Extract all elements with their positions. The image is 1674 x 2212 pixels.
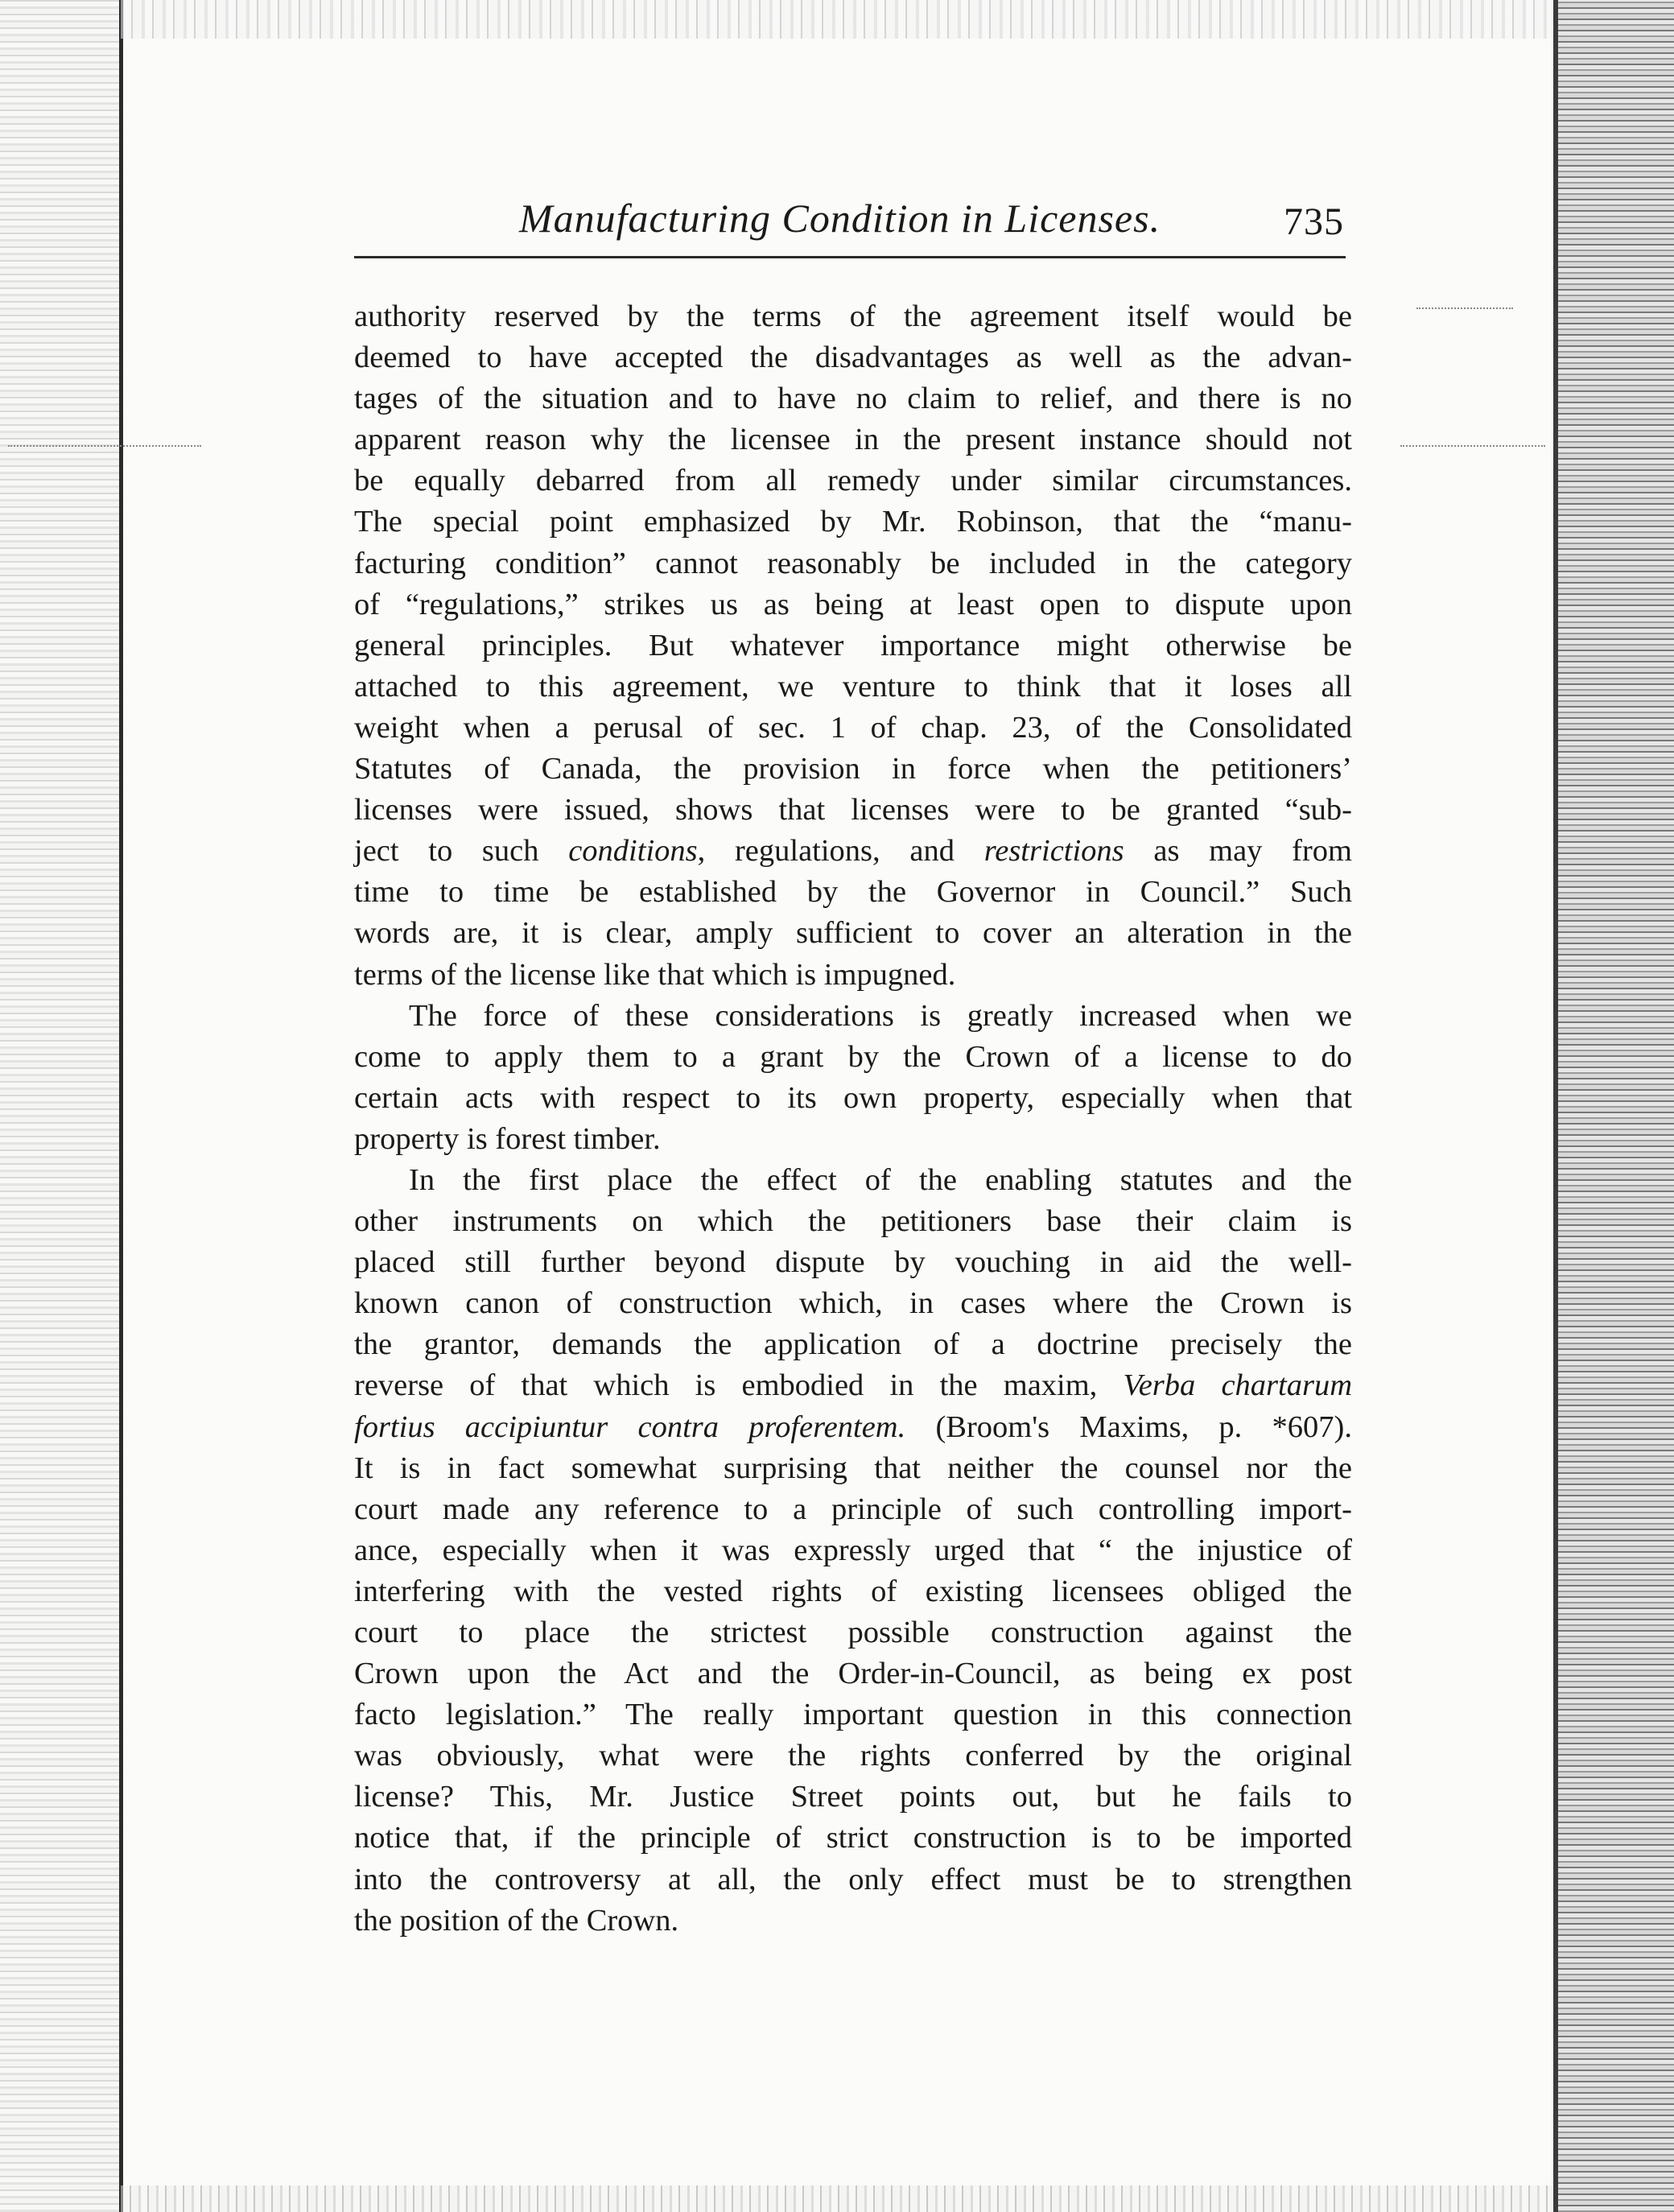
text-line xyxy=(354,501,1352,543)
text-line xyxy=(354,1365,1352,1406)
text-segment: time to time be established by the Governor in Council.” Such xyxy=(354,875,1352,910)
text-line xyxy=(354,1160,1352,1201)
text-segment: tages of the situation and to have no claim to relief, and there is no xyxy=(354,382,1352,416)
text-segment: licenses were issued, shows that licenses were to be granted “sub- xyxy=(354,793,1352,827)
text-line xyxy=(354,831,1352,872)
text-line xyxy=(354,419,1352,460)
text-segment: general principles. But whatever importance might otherwise be xyxy=(354,628,1352,662)
scan-artifact-dots xyxy=(8,445,201,447)
text-line xyxy=(354,1900,1352,1942)
text-line xyxy=(354,1448,1352,1489)
text-line xyxy=(354,790,1352,831)
text-line xyxy=(354,378,1352,419)
page-right-border xyxy=(1553,0,1558,2212)
text-line xyxy=(354,1530,1352,1571)
text-segment: as may from xyxy=(1124,834,1352,869)
text-segment: facturing condition” cannot reasonably be included in the category xyxy=(354,546,1352,580)
italic-text: fortius accipiuntur contra proferentem. xyxy=(354,1409,906,1444)
page-number: 735 xyxy=(1284,200,1344,243)
text-line xyxy=(354,913,1352,954)
text-line xyxy=(354,666,1352,708)
text-segment: ance, especially when it was expressly urged that “ the injustice of xyxy=(354,1533,1352,1567)
binding-line xyxy=(119,0,123,2212)
text-segment: interfering with the vested rights of existing licensees obliged the xyxy=(354,1574,1352,1608)
body-text xyxy=(354,296,1352,1942)
text-line xyxy=(354,749,1352,790)
text-segment: notice that, if the principle of strict construction is to be imported xyxy=(354,1821,1352,1855)
text-segment: It is in fact somewhat surprising that neither the counsel nor the xyxy=(354,1451,1352,1485)
text-line xyxy=(354,1242,1352,1283)
text-line xyxy=(354,1119,1352,1160)
text-segment: In the first place the effect of the enabling statutes and the xyxy=(409,1162,1352,1197)
text-segment: weight when a perusal of sec. 1 of chap. 23, of the Consolidated xyxy=(354,710,1352,745)
text-segment: words are, it is clear, amply sufficient to cover an alteration in the xyxy=(354,916,1352,951)
text-line xyxy=(354,1407,1352,1448)
text-line xyxy=(354,1694,1352,1735)
text-segment: facto legislation.” The really important question in this connection xyxy=(354,1698,1352,1732)
italic-text: conditions xyxy=(568,834,698,869)
text-line xyxy=(354,708,1352,749)
text-segment: The special point emphasized by Mr. Robinson, that the “manu- xyxy=(354,505,1352,539)
text-segment: court to place the strictest possible construction against the xyxy=(354,1616,1352,1649)
text-segment: the position of the Crown. xyxy=(354,1903,679,1938)
text-line xyxy=(354,625,1352,666)
header-rule xyxy=(354,256,1346,258)
text-line xyxy=(354,1735,1352,1777)
text-segment: , regulations, and xyxy=(697,834,984,869)
text-segment: other instruments on which the petitioners base their claim is xyxy=(354,1204,1352,1239)
text-line xyxy=(354,1324,1352,1365)
text-segment: deemed to have accepted the disadvantages as well as the advan- xyxy=(354,340,1352,375)
text-line xyxy=(354,996,1352,1037)
text-line xyxy=(354,1283,1352,1324)
text-segment: (Broom's Maxims, p. *607). xyxy=(905,1409,1352,1444)
text-segment: ject to such xyxy=(354,834,569,869)
page-top-edge xyxy=(121,0,1569,39)
text-segment: property is forest timber. xyxy=(354,1121,661,1156)
text-segment: known canon of construction which, in cases where the Crown is xyxy=(354,1286,1352,1321)
text-segment: reverse of that which is embodied in the maxim, xyxy=(354,1368,1124,1403)
text-segment: apparent reason why the licensee in the present instance should not xyxy=(354,423,1352,457)
text-segment: come to apply them to a grant by the Crown of a license to do xyxy=(354,1039,1352,1074)
italic-text: Verba chartarum xyxy=(1123,1368,1352,1403)
text-segment: court made any reference to a principle of such controlling import- xyxy=(354,1492,1352,1526)
text-line xyxy=(354,460,1352,501)
text-segment: be equally debarred from all remedy under similar circumstances. xyxy=(354,464,1352,498)
text-line xyxy=(354,543,1352,584)
text-segment: Crown upon the Act and the Order-in-Council, as being ex post xyxy=(354,1657,1352,1691)
text-line xyxy=(354,296,1352,337)
text-line xyxy=(354,337,1352,378)
text-line xyxy=(354,1078,1352,1119)
text-line xyxy=(354,1612,1352,1653)
text-segment: into the controversy at all, the only effect must be to strengthen xyxy=(354,1862,1352,1896)
text-segment: terms of the license like that which is impugned. xyxy=(354,957,956,992)
text-line xyxy=(354,1571,1352,1612)
text-line xyxy=(354,1489,1352,1530)
page-right-edge xyxy=(1553,0,1674,2212)
text-segment: of “regulations,” strikes us as being at least open to dispute upon xyxy=(354,587,1352,621)
text-segment: was obviously, what were the rights conferred by the original xyxy=(354,1739,1352,1773)
running-head-title: Manufacturing Condition in Licenses. xyxy=(519,196,1161,241)
text-line xyxy=(354,584,1352,625)
text-segment: the grantor, demands the application of a doctrine precisely the xyxy=(354,1327,1352,1362)
page-left-edge xyxy=(0,0,121,2212)
text-segment: Statutes of Canada, the provision in force when the petitioners’ xyxy=(354,752,1352,786)
text-line xyxy=(354,1818,1352,1859)
text-line xyxy=(354,1859,1352,1900)
text-line xyxy=(354,1653,1352,1694)
text-line xyxy=(354,1201,1352,1242)
running-head xyxy=(354,195,1344,259)
text-segment: authority reserved by the terms of the agreement itself would be xyxy=(354,299,1352,333)
scan-artifact-dots xyxy=(1416,307,1513,309)
text-segment: certain acts with respect to its own property, especially when that xyxy=(354,1080,1352,1115)
page-bottom-edge xyxy=(121,2185,1553,2212)
text-segment: license? This, Mr. Justice Street points out, but he fails to xyxy=(354,1780,1352,1814)
text-line xyxy=(354,1777,1352,1818)
text-segment: The force of these considerations is greatly increased when we xyxy=(409,998,1352,1033)
text-segment: attached to this agreement, we venture to think that it loses all xyxy=(354,669,1352,704)
scan-artifact-dots xyxy=(1400,445,1545,447)
text-segment: placed still further beyond dispute by vouching in aid the well- xyxy=(354,1245,1352,1280)
text-line xyxy=(354,955,1352,996)
text-line xyxy=(354,1037,1352,1078)
italic-text: restrictions xyxy=(983,834,1124,869)
text-line xyxy=(354,872,1352,913)
